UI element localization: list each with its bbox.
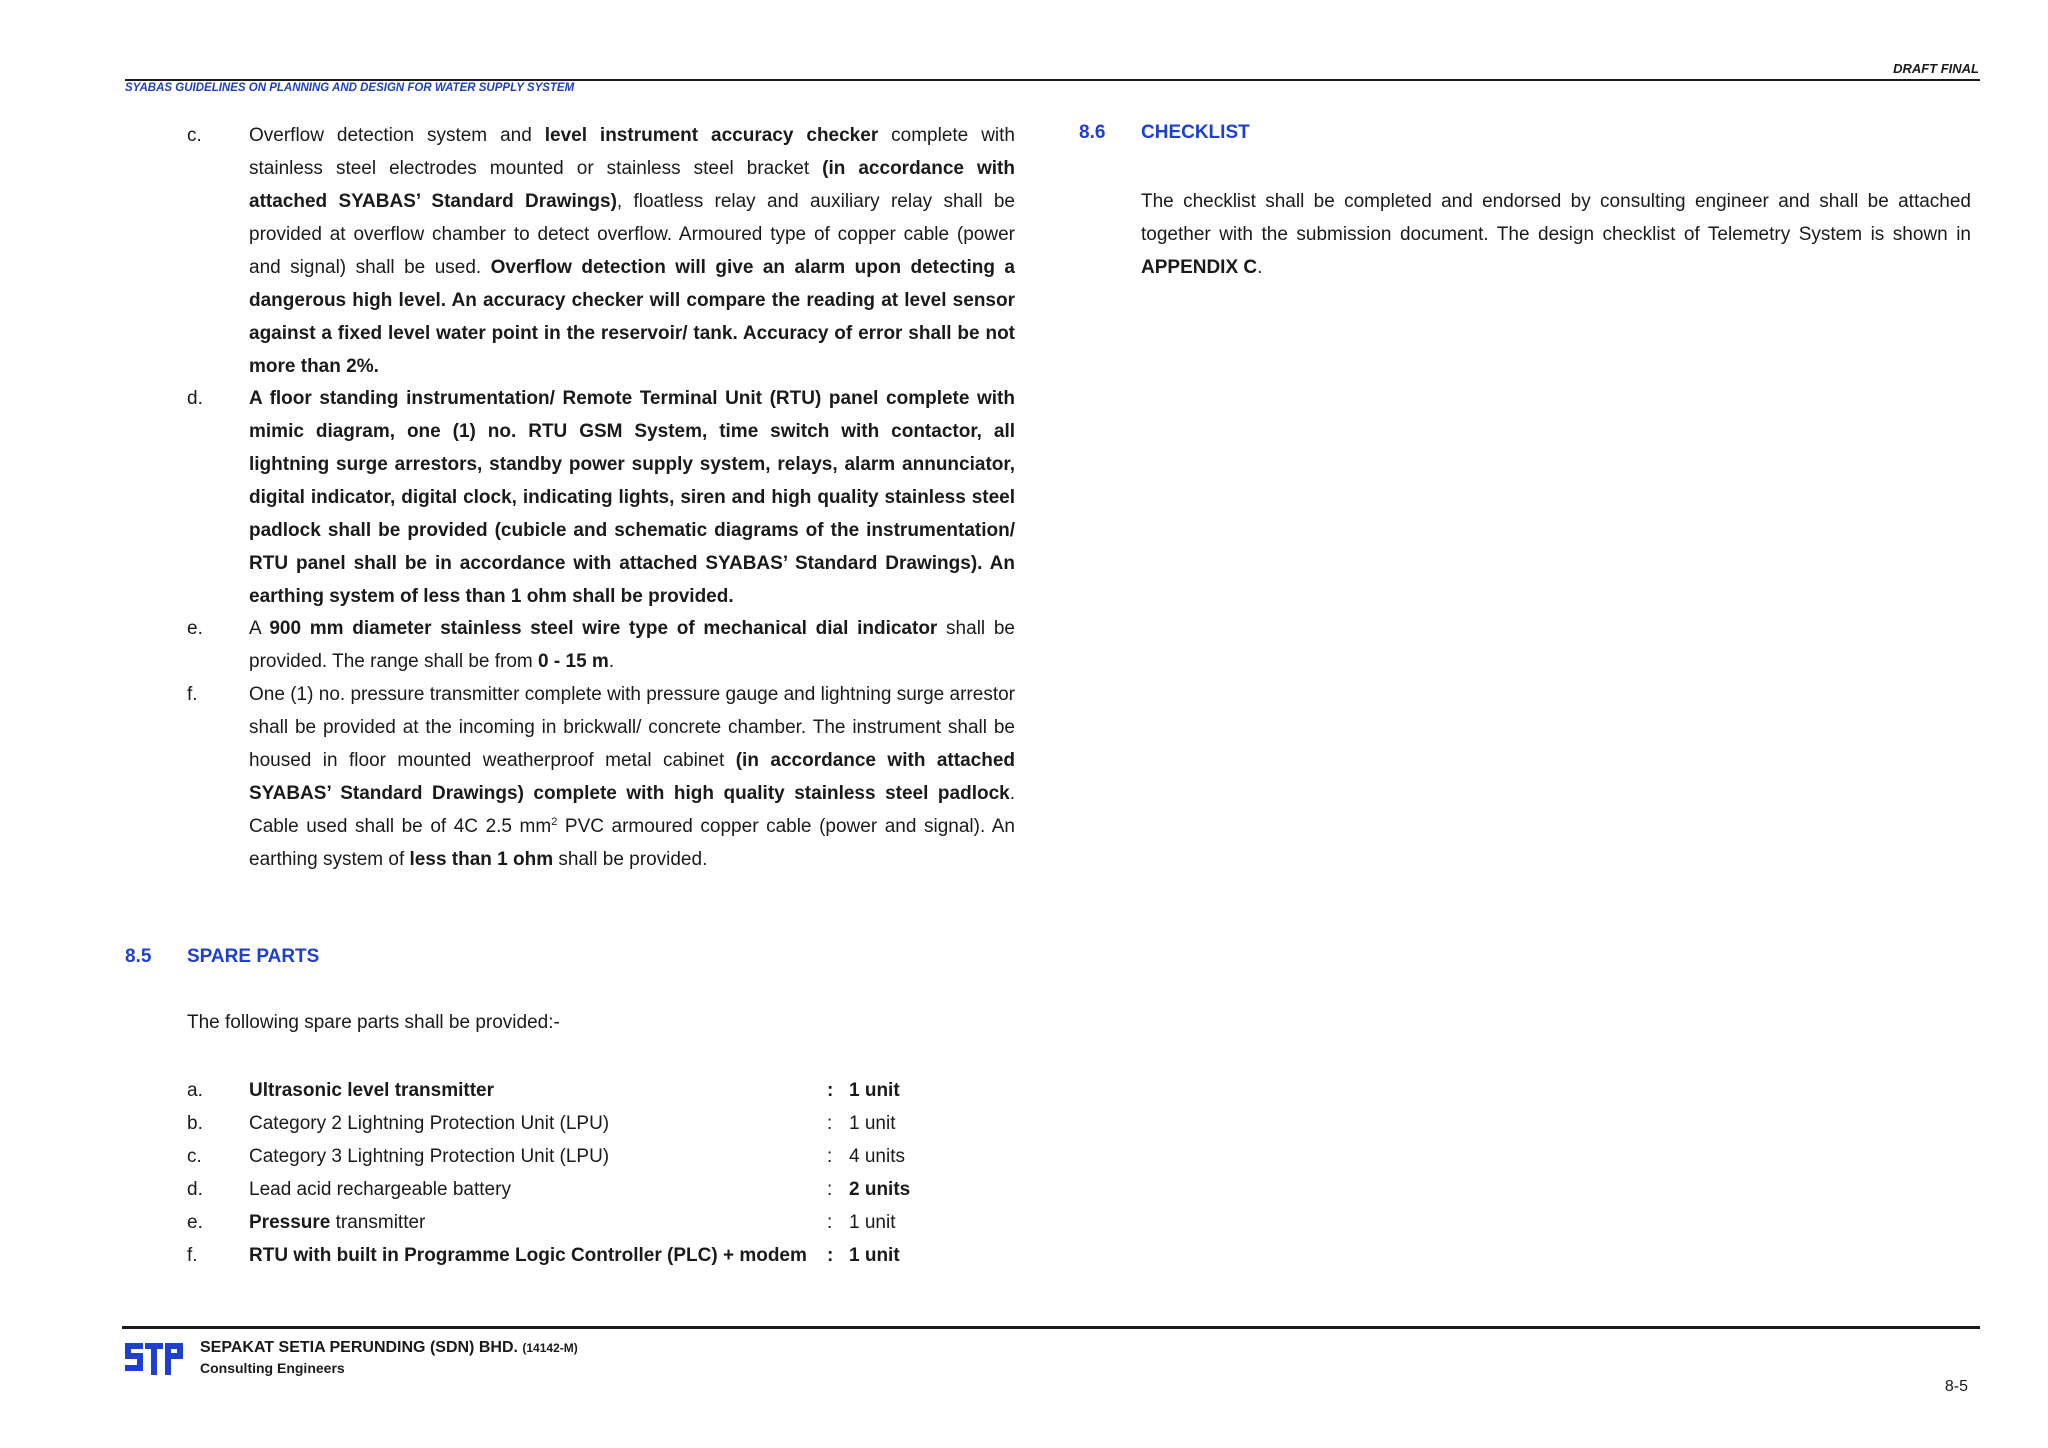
part-quantity: 4 units xyxy=(849,1146,905,1167)
item-text xyxy=(249,119,1015,383)
row-colon: : xyxy=(827,1113,833,1134)
part-name-rest: Category 3 Lightning Protection Unit (LPU) xyxy=(249,1146,610,1167)
appendix-reference: APPENDIX C xyxy=(1141,257,1258,278)
part-quantity: 1 unit xyxy=(849,1080,900,1101)
spare-part-row xyxy=(187,1074,947,1107)
header-rule xyxy=(125,79,1980,81)
company-logo-icon xyxy=(125,1341,185,1377)
item-text-bold: A floor standing instrumentation/ Remote Terminal Unit (RTU) panel complete with mimic diagram, one (1) no. RTU GSM System, time switch with contactor, all lightning surge arrestors, standby power supply system, relays, alarm annunciator, digital indicator, digital clock, indicating lights, siren and high quality stainless steel padlock shall be provided (cubicle and schematic diagrams of the instrumentation/ RTU panel shall be in accordance with attached SYABAS’ Standard Drawings). An earthing system of less than 1 ohm shall be provided. xyxy=(249,388,1015,607)
company-name xyxy=(200,1339,578,1357)
spare-part-row xyxy=(187,1107,947,1140)
section-number-8-6: 8.6 xyxy=(1079,122,1106,143)
item-label: d. xyxy=(187,388,203,409)
item-text-run: 2 xyxy=(551,816,558,828)
spare-part-row xyxy=(187,1173,947,1206)
part-name xyxy=(249,1239,807,1272)
item-text-bold: less than 1 ohm xyxy=(409,849,554,870)
section-number-8-5: 8.5 xyxy=(125,946,152,967)
part-name xyxy=(249,1140,609,1173)
part-name-rest: Category 2 Lightning Protection Unit (LPU) xyxy=(249,1113,610,1134)
part-quantity: 1 unit xyxy=(849,1113,896,1134)
part-name xyxy=(249,1074,494,1107)
page-number: 8-5 xyxy=(1944,1378,1968,1395)
part-name xyxy=(249,1173,511,1206)
item-text-run: Overflow detection system and xyxy=(249,125,545,146)
part-quantity: 1 unit xyxy=(849,1212,896,1233)
draft-final-label: DRAFT FINAL xyxy=(1893,61,1979,76)
item-text-run: A xyxy=(249,618,270,639)
item-text-run: shall be provided. The range shall be from xyxy=(249,618,1015,672)
row-colon: : xyxy=(827,1179,833,1200)
company-name-text: SEPAKAT SETIA PERUNDING (SDN) BHD. xyxy=(200,1339,518,1356)
part-name-bold: Ultrasonic level transmitter xyxy=(249,1080,494,1101)
item-label: f. xyxy=(187,684,198,705)
part-name-rest: transmitter xyxy=(330,1212,426,1233)
checklist-text: The checklist shall be completed and endorsed by consulting engineer and shall be attached together with the submission document. The design checklist of Telemetry System is shown in xyxy=(1141,191,1971,245)
item-text-bold: 900 mm diameter stainless steel wire type of mechanical dial indicator xyxy=(269,618,938,639)
section-title-spare-parts: SPARE PARTS xyxy=(187,946,320,967)
item-text-run: , floatless relay and auxiliary relay shall be provided at overflow chamber to detect overflow. Armoured type of copper cable (power and signal) shall be used. xyxy=(249,191,1015,278)
item-text-run: One (1) no. pressure transmitter complete with pressure gauge and lightning surge arrestor shall be provided at the incoming in brickwall/ concrete chamber. The instrument shall be housed in floor mounted weatherproof metal cabinet xyxy=(249,684,1015,771)
row-colon: : xyxy=(827,1212,833,1233)
item-text-run: complete with stainless steel electrodes mounted or stainless steel bracket xyxy=(249,125,1015,179)
row-colon: : xyxy=(827,1080,834,1101)
item-text xyxy=(249,678,1015,876)
section-title-checklist: CHECKLIST xyxy=(1141,122,1250,143)
part-name xyxy=(249,1107,609,1140)
checklist-text-end: . xyxy=(1257,257,1263,278)
company-subtitle: Consulting Engineers xyxy=(200,1360,345,1376)
item-text-bold: (in accordance with attached SYABAS’ Standard Drawings) xyxy=(249,158,1015,212)
part-quantity: 2 units xyxy=(849,1179,911,1200)
part-name-rest: Lead acid rechargeable battery xyxy=(249,1179,511,1200)
row-colon: : xyxy=(827,1146,833,1167)
footer-rule xyxy=(122,1326,1980,1329)
spare-parts-intro: The following spare parts shall be provided:- xyxy=(187,1012,560,1033)
item-text-run: . xyxy=(608,651,615,672)
part-name xyxy=(249,1206,425,1239)
part-quantity: 1 unit xyxy=(849,1245,900,1266)
item-label: c. xyxy=(187,125,202,146)
item-text-run: PVC armoured copper cable (power and signal). An earthing system of xyxy=(249,816,1015,870)
row-label: f. xyxy=(187,1245,198,1266)
part-name-bold: RTU with built in Programme Logic Controller (PLC) + modem xyxy=(249,1245,807,1266)
item-text-bold: Overflow detection will give an alarm upon detecting a dangerous high level. An accuracy checker will compare the reading at level sensor against a fixed level water point in the reservoir/ tank. Accuracy of error shall be not more than 2%. xyxy=(249,257,1015,377)
row-label: c. xyxy=(187,1146,202,1167)
document-running-title: SYABAS GUIDELINES ON PLANNING AND DESIGN FOR WATER SUPPLY SYSTEM xyxy=(125,82,575,94)
row-label: a. xyxy=(187,1080,203,1101)
item-label: e. xyxy=(187,618,203,639)
item-text-bold: 0 - 15 m xyxy=(538,651,609,672)
item-text xyxy=(249,612,1015,678)
part-name-bold: Pressure xyxy=(249,1212,331,1233)
spare-part-row xyxy=(187,1239,947,1272)
row-label: e. xyxy=(187,1212,203,1233)
row-label: b. xyxy=(187,1113,203,1134)
item-text xyxy=(249,382,1015,613)
row-colon: : xyxy=(827,1245,834,1266)
spare-part-row xyxy=(187,1140,947,1173)
item-text-run: shall be provided. xyxy=(553,849,708,870)
company-registration: (14142-M) xyxy=(522,1341,578,1355)
row-label: d. xyxy=(187,1179,203,1200)
spare-part-row xyxy=(187,1206,947,1239)
item-text-run: . Cable used shall be of 4C 2.5 mm xyxy=(249,783,1015,837)
item-text-bold: (in accordance with attached SYABAS’ Standard Drawings) complete with high quality stainless steel padlock xyxy=(249,750,1015,804)
item-text-bold: level instrument accuracy checker xyxy=(544,125,879,146)
checklist-paragraph xyxy=(1141,185,1971,284)
